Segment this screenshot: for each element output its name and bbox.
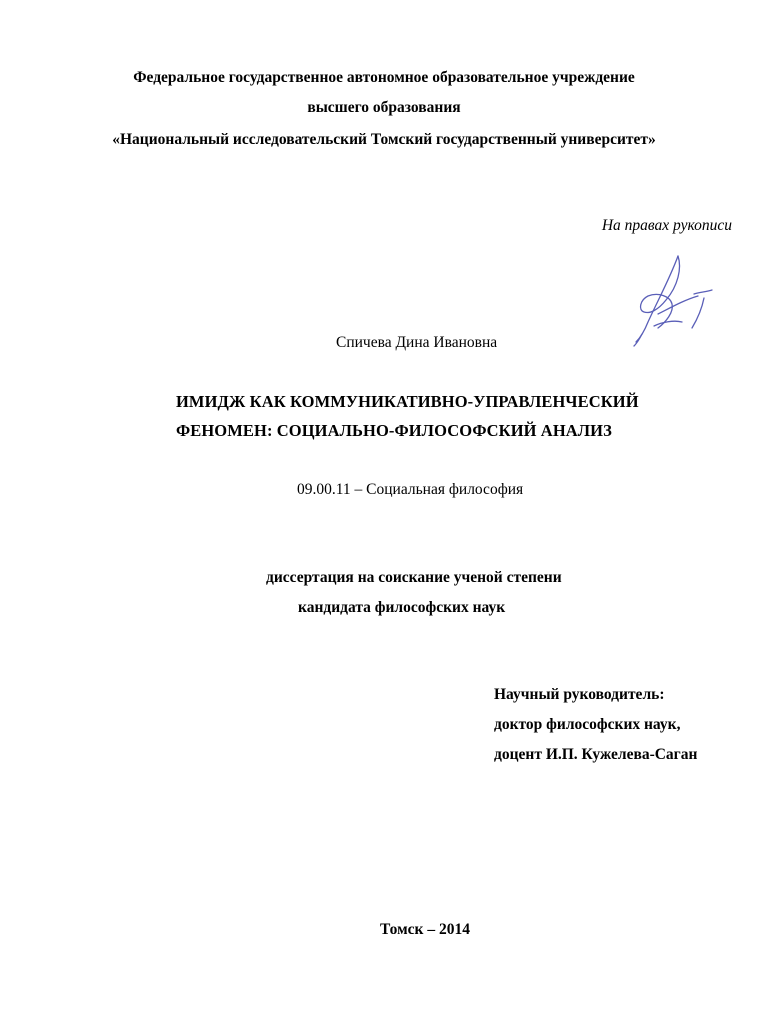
specialty-text: 09.00.11 – Социальная философия [297, 481, 524, 498]
specialty [297, 480, 523, 500]
institution-line-3: «Национальный исследовательский Томский государственный университет» [112, 131, 656, 148]
institution-line-1: Федеральное государственное автономное образовательное учреждение [133, 69, 635, 86]
title-line-1: ИМИДЖ КАК КОММУНИКАТИВНО-УПРАВЛЕНЧЕСКИЙ [176, 392, 639, 411]
signature-image [618, 238, 728, 350]
degree-line-2: кандидата философских наук [298, 599, 506, 616]
rights-note: На правах рукописи [601, 217, 732, 234]
degree-line-1: диссертация на соискание ученой степени [266, 569, 562, 586]
title-line-2: ФЕНОМЕН: СОЦИАЛЬНО-ФИЛОСОФСКИЙ АНАЛИЗ [176, 421, 612, 440]
supervisor-degree: доктор философских наук, [494, 716, 681, 733]
supervisor-name: доцент И.П. Кужелева-Саган [494, 746, 698, 763]
institution-line-2: высшего образования [307, 99, 461, 116]
supervisor-heading: Научный руководитель: [494, 686, 665, 703]
author-name: Спичева Дина Ивановна [336, 334, 498, 351]
city-year: Томск – 2014 [380, 921, 470, 938]
